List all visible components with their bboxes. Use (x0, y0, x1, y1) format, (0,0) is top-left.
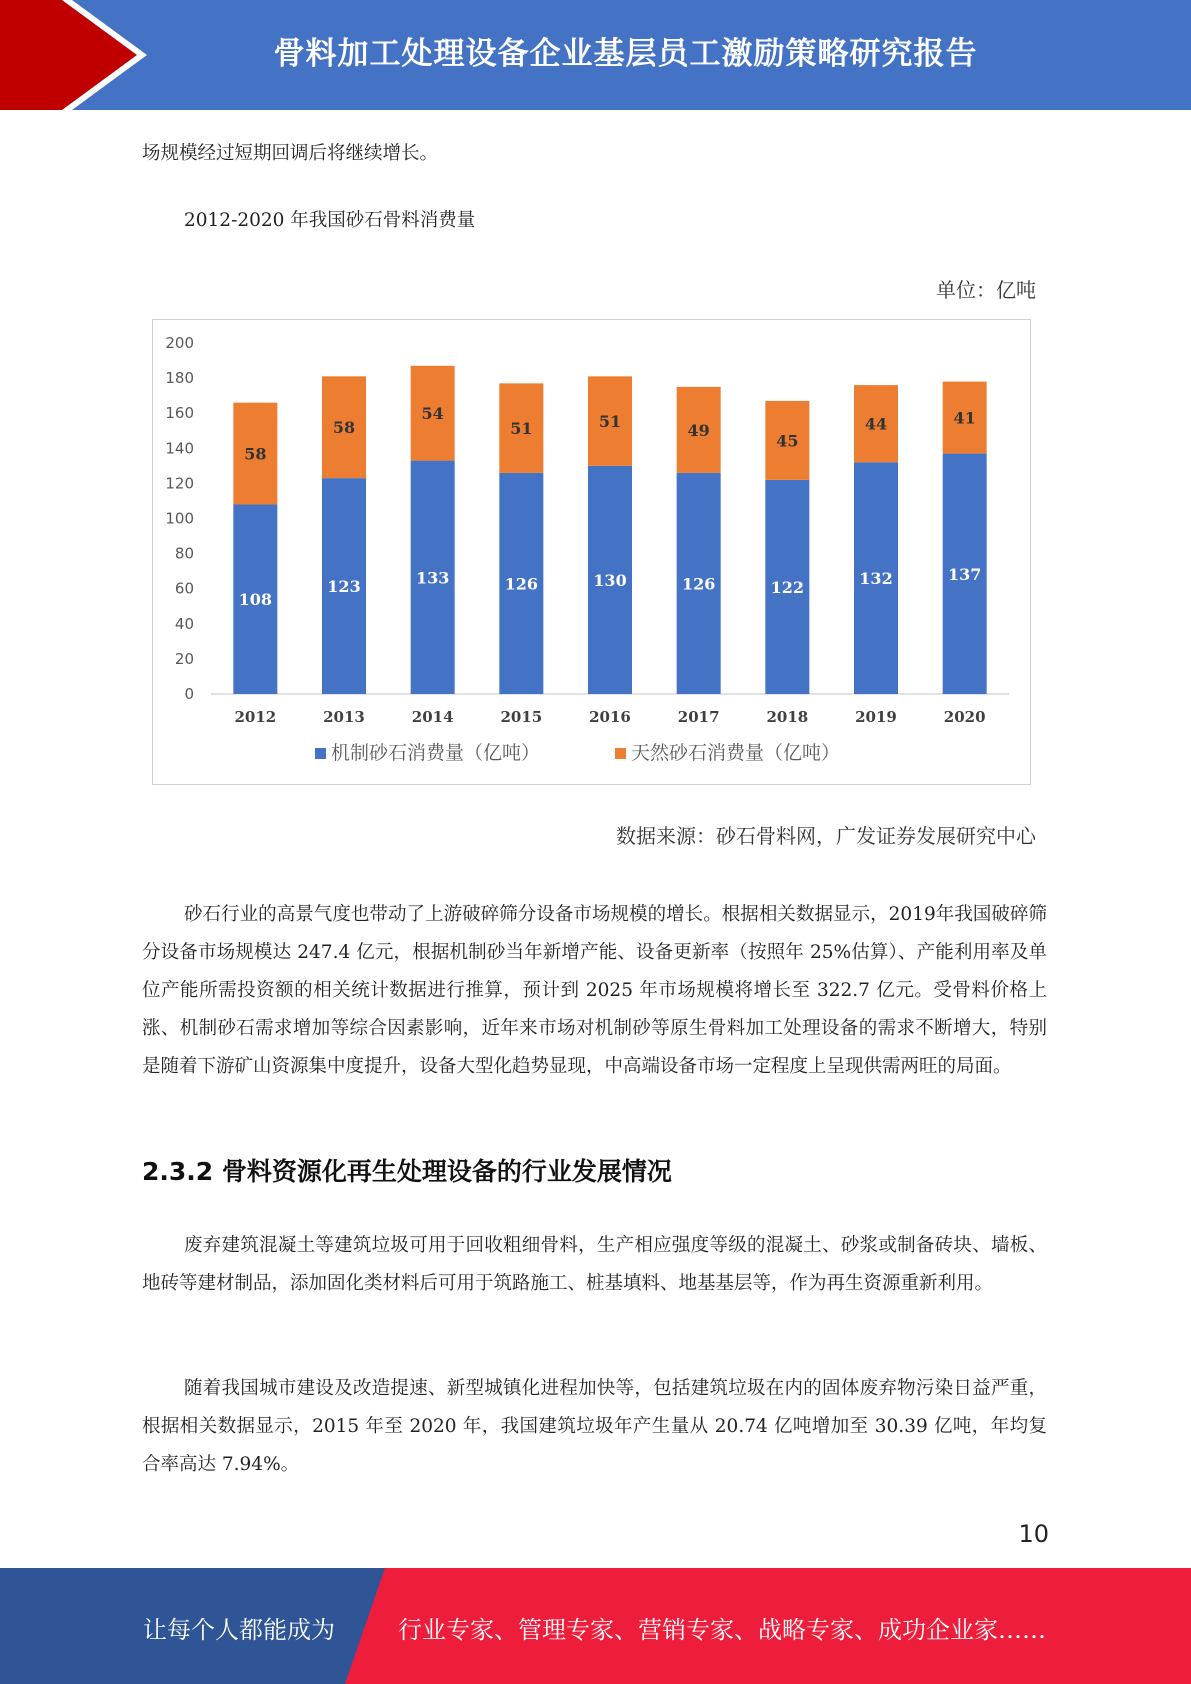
bar-value-label: 44 (864, 414, 888, 434)
bar-value-label: 137 (947, 564, 982, 584)
x-tick-label: 2015 (500, 708, 543, 726)
data-source-note: 数据来源：砂石骨料网，广发证券发展研究中心 (616, 824, 1036, 848)
section-heading: 2.3.2 骨料资源化再生处理设备的行业发展情况 (142, 1157, 672, 1186)
legend-swatch (615, 748, 626, 759)
bar-value-label: 132 (859, 569, 893, 589)
legend-entry: 天然砂石消费量（亿吨） (631, 742, 841, 764)
bar-value-label: 126 (681, 574, 716, 594)
chart-frame (152, 319, 1031, 785)
paragraph-construction-waste: 废弃建筑混凝土等建筑垃圾可用于回收粗细骨料，生产相应强度等级的混凝土、砂浆或制备砖块、墙板、地砖等建材制品，添加固化类材料后可用于筑路施工、桩基填料、地基基层等，作为再生资源重新利用。 (142, 1235, 1047, 1294)
bar-value-label: 122 (770, 577, 805, 597)
document-title: 骨料加工处理设备企业基层员工激励策略研究报告 (273, 36, 978, 72)
x-tick-label: 2017 (677, 708, 720, 726)
y-tick-label: 180 (165, 369, 194, 388)
page-number: 10 (1018, 1520, 1049, 1548)
y-tick-label: 140 (165, 439, 194, 458)
paragraph-intro-tail: 场规模经过短期回调后将继续增长。 (142, 143, 439, 164)
header-banner (0, 0, 1191, 110)
y-tick-label: 160 (165, 404, 194, 423)
bar-value-label: 123 (327, 577, 361, 597)
x-tick-label: 2018 (766, 708, 809, 726)
y-tick-label: 80 (174, 544, 194, 563)
bar-value-label: 54 (421, 404, 444, 424)
bar-value-label: 58 (332, 418, 356, 438)
y-tick-label: 120 (165, 474, 194, 493)
footer-slogan-right: 行业专家、管理专家、营销专家、战略专家、成功企业家…… (398, 1616, 1046, 1644)
stacked-bar-chart (153, 320, 1029, 783)
bar-value-label: 58 (244, 444, 267, 464)
x-tick-label: 2016 (589, 708, 631, 726)
bar-value-label: 108 (238, 590, 273, 610)
y-tick-label: 200 (165, 334, 194, 352)
bar-value-label: 41 (953, 408, 976, 428)
footer-slogan-left: 让每个人都能成为 (143, 1616, 335, 1644)
paragraph-crusher-market: 砂石行业的高景气度也带动了上游破碎筛分设备市场规模的增长。根据相关数据显示，2019年我国破碎筛分设备市场规模达 247.4 亿元，根据机制砂当年新增产能、设备更新率（按照年 25%估算）、产能利用率及单位产能所需投资额的相关统计数据进行推算，预计到 2025 年市场规模将增长至 322.7 亿元。受骨料价格上涨、机制砂石需求增加等综合因素影响，近年来市场对机制砂等原生骨料加工处理设备的需求不断增大，特别是随着下游矿山资源集中度提升，设备大型化趋势显现，中高端设备市场一定程度上呈现供需两旺的局面。 (142, 904, 1047, 1077)
legend-entry: 机制砂石消费量（亿吨） (331, 742, 541, 764)
y-tick-label: 0 (184, 685, 194, 703)
y-tick-label: 20 (174, 649, 194, 668)
bar-value-label: 51 (598, 412, 622, 432)
chart-unit-label: 单位：亿吨 (936, 278, 1036, 302)
y-tick-label: 60 (174, 579, 194, 598)
bar-value-label: 51 (510, 419, 533, 439)
bar-value-label: 130 (593, 570, 627, 590)
x-tick-label: 2013 (323, 708, 365, 726)
bar-value-label: 126 (504, 574, 539, 594)
paragraph-waste-growth: 随着我国城市建设及改造提速、新型城镇化进程加快等，包括建筑垃圾在内的固体废弃物污染日益严重，根据相关数据显示，2015 年至 2020 年，我国建筑垃圾年产生量从 20.74 亿吨增加至 30.39 亿吨，年均复合率高达 7.94%。 (142, 1378, 1047, 1475)
figure-caption: 2012-2020 年我国砂石骨料消费量 (184, 210, 476, 231)
bar-value-label: 45 (776, 431, 799, 451)
bar-value-label: 133 (415, 568, 450, 588)
y-tick-label: 100 (165, 509, 194, 528)
x-tick-label: 2019 (855, 708, 897, 726)
x-tick-label: 2014 (411, 708, 454, 726)
legend-swatch (315, 748, 326, 759)
y-tick-label: 40 (174, 614, 194, 633)
x-tick-label: 2020 (943, 708, 986, 726)
x-tick-label: 2012 (234, 708, 277, 726)
bar-value-label: 49 (687, 420, 710, 440)
footer-banner (0, 1568, 1191, 1684)
